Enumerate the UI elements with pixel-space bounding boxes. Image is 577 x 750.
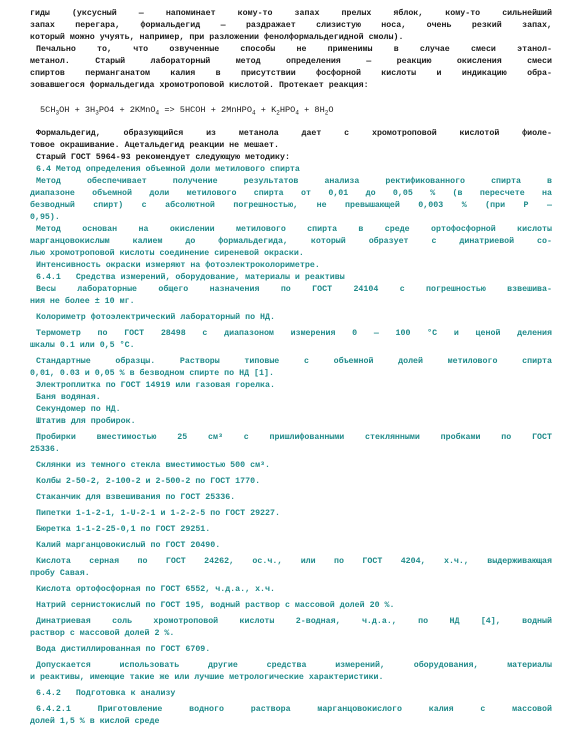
text-line: лью хромотроповой кислоты соединение сиреневой окраски. bbox=[30, 249, 304, 258]
text-line: 0,01, 0.03 и 0,05 % в безводном спирте по НД [1]. bbox=[30, 369, 274, 378]
text-line: марганцовокислым калием до формальдегида, который образует с динатриевой со- bbox=[30, 237, 552, 246]
text-line: Склянки из темного стекла вместимостью 500 см³. bbox=[36, 461, 271, 470]
text-line: Стандартные образцы. Растворы типовые с объемной долей метилового спирта bbox=[36, 357, 552, 366]
text-line: Пробирки вместимостью 25 см³ с пришлифованными стеклянными пробками по ГОСТ bbox=[36, 433, 552, 442]
text-line: и реактивы, имеющие такие же или лучшие метрологические характеристики. bbox=[30, 673, 384, 682]
text-line: Баня водяная. bbox=[36, 393, 101, 402]
text-line: который можно учуять, например, при разложении фенолформальдегидной смолы). bbox=[30, 33, 404, 42]
text-line: запах перегара, формальдегид — раздражает слизистую носа, очень резкий запах, bbox=[30, 21, 552, 30]
text-line: Колориметр фотоэлектрический лабораторный по НД. bbox=[36, 313, 275, 322]
text-line: Печально то, что озвученные способы не применимы в случае смеси этанол- bbox=[36, 45, 552, 54]
text-line: Калий марганцовокислый по ГОСТ 20490. bbox=[36, 541, 221, 550]
text-line: товое окрашивание. Ацетальдегид реакции не мешает. bbox=[30, 141, 279, 150]
section-heading: 6.4.2.1 Приготовление водного раствора марганцовокислого калия с массовой bbox=[36, 705, 552, 714]
text-line: пробу Савая. bbox=[30, 569, 90, 578]
section-heading: 6.4 Метод определения объемной доли метилового спирта bbox=[36, 165, 300, 174]
text-line: Бюретка 1-1-2-25-0,1 по ГОСТ 29251. bbox=[36, 525, 211, 534]
text-line: ния не более ± 10 мг. bbox=[30, 297, 135, 306]
text-line: Кислота серная по ГОСТ 24262, ос.ч., или по ГОСТ 4204, х.ч., выдерживающая bbox=[36, 557, 552, 566]
text-line: Формальдегид, образующийся из метанола дает с хромотроповой кислотой фиоле- bbox=[36, 129, 552, 138]
text-line: зовавшегося формальдегида хромотроповой кислотой. Протекает реакция: bbox=[30, 81, 369, 90]
text-line: Кислота ортофосфорная по ГОСТ 6552, ч.д.а., х.ч. bbox=[36, 585, 275, 594]
text-line: долей 1,5 % в кислой среде bbox=[30, 717, 160, 726]
text-line: Секундомер по НД. bbox=[36, 405, 121, 414]
section-heading: 6.4.1 Средства измерений, оборудование, материалы и реактивы bbox=[36, 273, 345, 282]
reaction-formula: $5CH_3OH + 3H_3PO4$ + 2KMnO$_4$ => 5HCOH + 2MnHPO$_4$ + $K_2HPO_4 + 8H_2O$ bbox=[40, 105, 334, 117]
text-line: шкалы 0.1 или 0,5 °С. bbox=[30, 341, 135, 350]
text-line: Стаканчик для взвешивания по ГОСТ 25336. bbox=[36, 493, 236, 502]
text-line: Штатив для пробирок. bbox=[36, 417, 136, 426]
text-line: Вода дистиллированная по ГОСТ 6709. bbox=[36, 645, 211, 654]
text-line: метанол. Старый лабораторный метод определения — реакцию окисления смеси bbox=[30, 57, 552, 66]
text-line: Динатриевая соль хромотроповой кислоты 2-водная, ч.д.а., по НД [4], водный bbox=[36, 617, 552, 626]
text-line: Весы лабораторные общего назначения по ГОСТ 24104 с погрешностью взвешива- bbox=[36, 285, 552, 294]
text-line: гиды (уксусный — напоминает кому-то запах прелых яблок, кому-то сильнейший bbox=[30, 9, 552, 18]
text-line: Электроплитка по ГОСТ 14919 или газовая горелка. bbox=[36, 381, 275, 390]
text-line: 25336. bbox=[30, 445, 60, 454]
text-line: Метод обеспечивает получение результатов анализа ректификованного спирта в bbox=[36, 177, 552, 186]
text-line: раствор с массовой долей 2 %. bbox=[30, 629, 175, 638]
text-line: Допускается использовать другие средства измерений, оборудования, материалы bbox=[36, 661, 552, 670]
text-line: Натрий сернистокислый по ГОСТ 195, водный раствор с массовой долей 20 %. bbox=[36, 601, 395, 610]
text-line: спиртов перманганатом калия в присутствии фосфорной кислоты и индикацию обра- bbox=[30, 69, 552, 78]
section-heading: 6.4.2 Подготовка к анализу bbox=[36, 689, 176, 698]
text-line: Интенсивность окраски измеряют на фотоэлектроколориметре. bbox=[36, 261, 320, 270]
text-line: безводный спирт) с абсолютной погрешностью, не превышающей 0,003 % (при Р — bbox=[30, 201, 552, 210]
text-line: Старый ГОСТ 5964-93 рекомендует следующую методику: bbox=[36, 153, 290, 162]
text-line: Пипетки 1-1-2-1, 1-U-2-1 и 1-2-2-5 по ГОСТ 29227. bbox=[36, 509, 280, 518]
text-line: Метод основан на окислении метилового спирта в среде ортофосфорной кислоты bbox=[36, 225, 552, 234]
text-line: диапазоне объемной доли метилового спирта от 0,01 до 0,05 % (в пересчете на bbox=[30, 189, 552, 198]
text-line: Термометр по ГОСТ 28498 с диапазоном измерения 0 — 100 °С и ценой деления bbox=[36, 329, 552, 338]
text-line: Колбы 2-50-2, 2-100-2 и 2-500-2 по ГОСТ 1770. bbox=[36, 477, 261, 486]
text-line: 0,95). bbox=[30, 213, 60, 222]
